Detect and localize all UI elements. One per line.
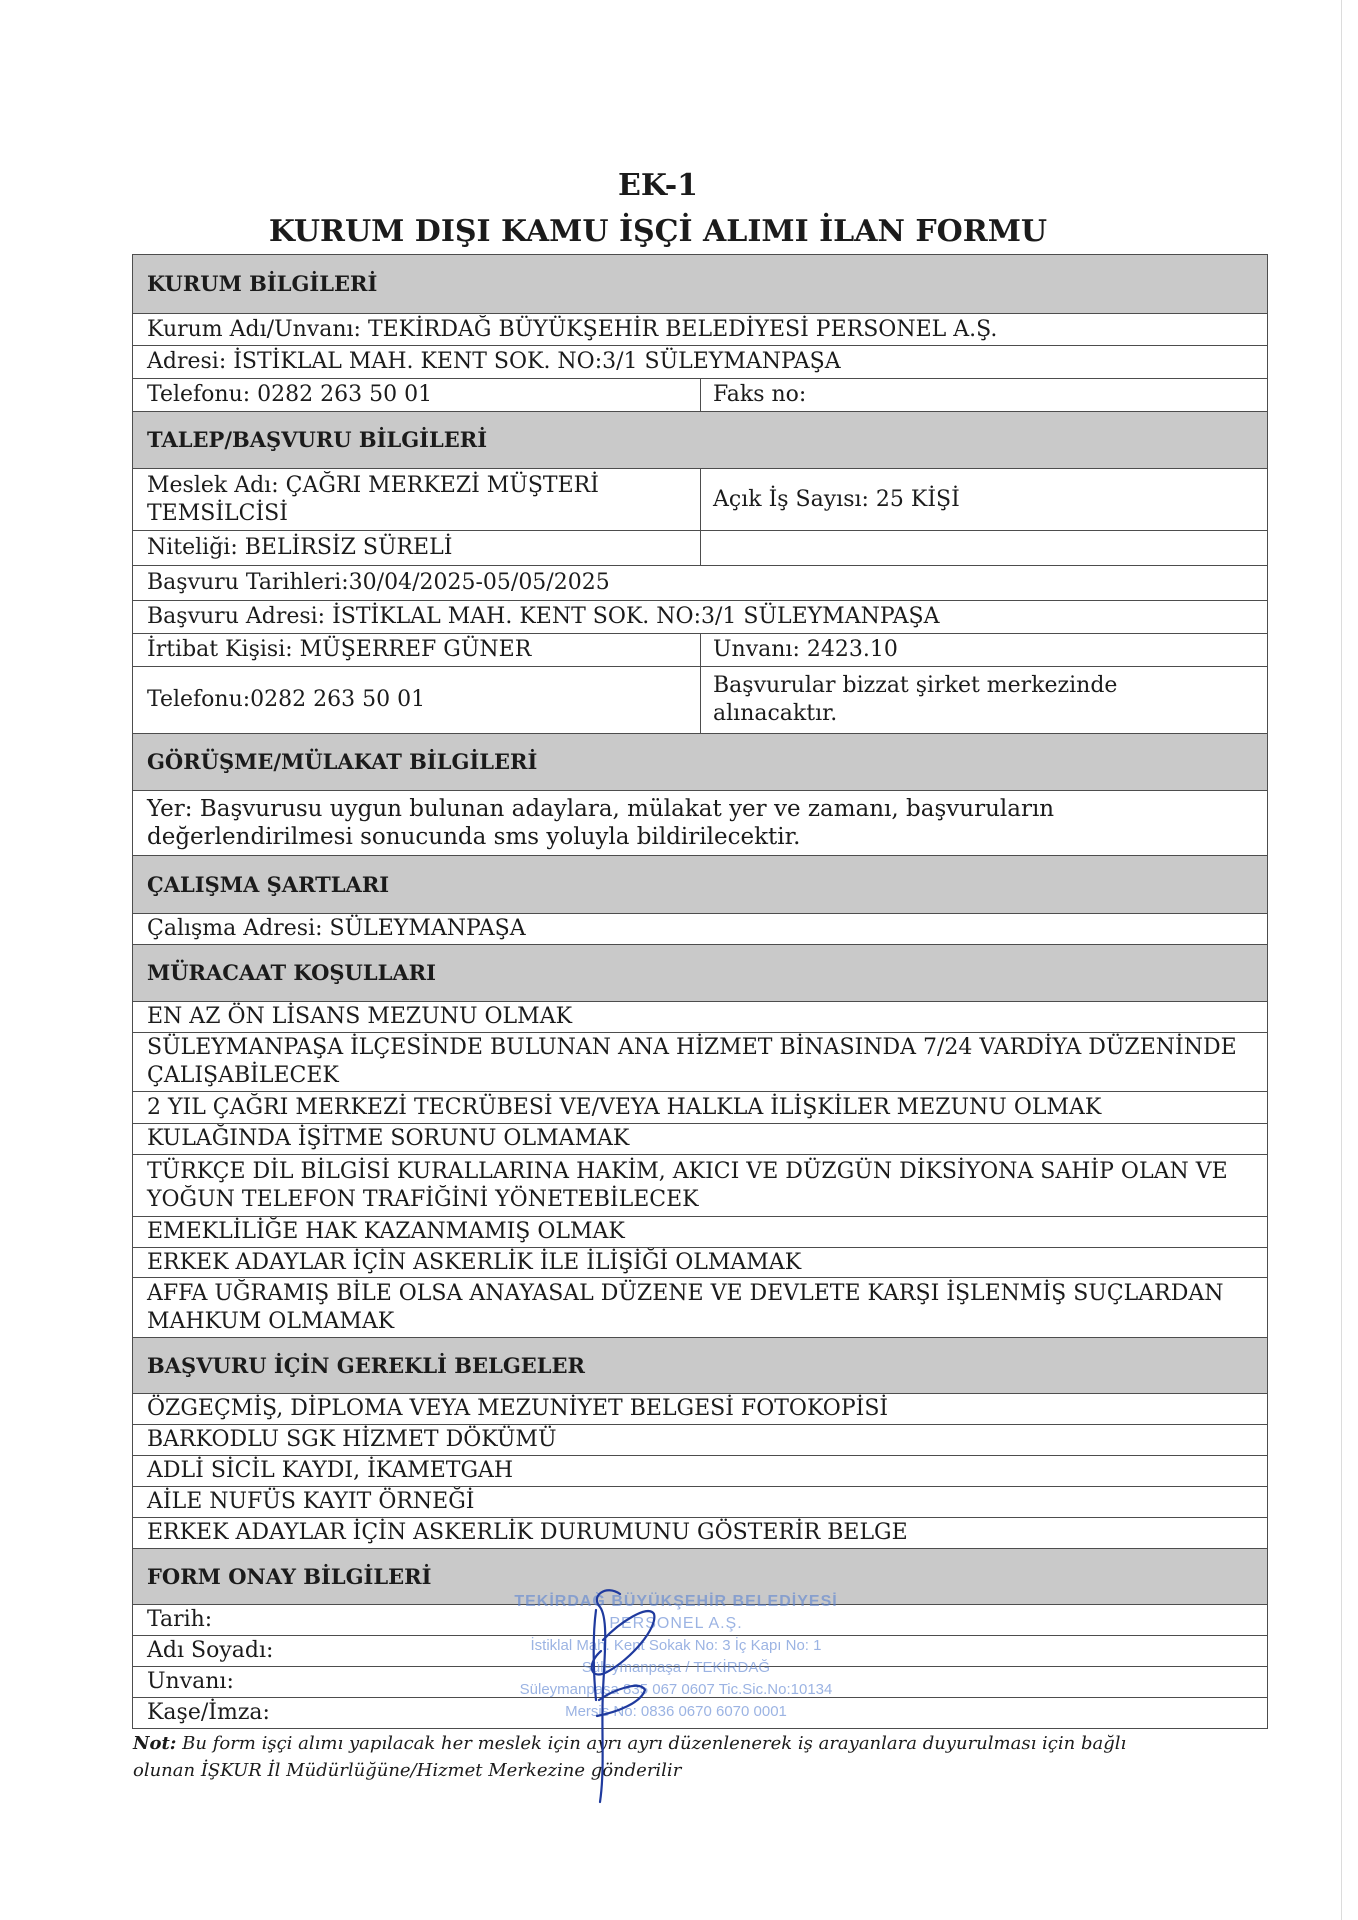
footnote-label: Not: — [133, 1733, 177, 1754]
document-row — [133, 1394, 1267, 1425]
requirement-item: AFFA UĞRAMIŞ BİLE OLSA ANAYASAL DÜZENE VE DEVLETE KARŞI İŞLENMİŞ SUÇLARDAN MAHKUM OLMAMAK — [147, 1280, 1224, 1334]
application-note-cell — [701, 667, 1267, 733]
section-header-documents — [133, 1338, 1267, 1394]
stamp-line: Mersis No: 0836 0670 6070 0001 — [565, 1703, 787, 1720]
section-header-interview — [133, 734, 1267, 791]
stamp-line: Süleymanpaşa / TEKİRDAĞ — [581, 1659, 771, 1676]
nature-row — [133, 531, 1267, 566]
document-row — [133, 1518, 1267, 1549]
section-title: FORM ONAY BİLGİLERİ — [147, 1563, 432, 1589]
section-header-working-conditions — [133, 856, 1267, 914]
open-positions-cell: Açık İş Sayısı: 25 KİŞİ — [713, 486, 960, 512]
contact-phone-cell: Telefonu:0282 263 50 01 — [133, 667, 701, 733]
requirement-row — [133, 1217, 1267, 1248]
requirement-row — [133, 1155, 1267, 1217]
section-header-institution — [133, 255, 1267, 314]
scan-edge-line — [1341, 0, 1342, 1920]
stamp-line: Süleymanpaşa 835 067 0607 Tic.Sic.No:10134 — [519, 1681, 833, 1698]
occupation-row — [133, 469, 1267, 531]
contact-phone-row — [133, 667, 1267, 734]
requirement-item: EMEKLİLİĞE HAK KAZANMAMIŞ OLMAK — [147, 1219, 625, 1244]
institution-name-cell: Kurum Adı/Unvanı: TEKİRDAĞ BÜYÜKŞEHİR BELEDİYESİ PERSONEL A.Ş. — [147, 316, 998, 342]
requirement-row — [133, 1092, 1267, 1124]
stamp-line: PERSONEL A.Ş. — [609, 1615, 743, 1632]
section-header-approval — [133, 1549, 1267, 1605]
contact-title-cell: Unvanı: 2423.10 — [713, 637, 898, 662]
requirement-item: KULAĞINDA İŞİTME SORUNU OLMAMAK — [147, 1126, 630, 1151]
institution-address-cell: Adresi: İSTİKLAL MAH. KENT SOK. NO:3/1 SÜLEYMANPAŞA — [147, 349, 841, 374]
requirement-item: EN AZ ÖN LİSANS MEZUNU OLMAK — [147, 1004, 573, 1029]
work-address-cell: Çalışma Adresi: SÜLEYMANPAŞA — [147, 916, 526, 941]
interview-place-cell: Yer: Başvurusu uygun bulunan adaylara, mülakat yer ve zamanı, başvuruların değerlendirilmesi sonucunda sms yoluyla bildirilecektir. — [147, 796, 1055, 850]
institution-name-row — [133, 314, 1267, 346]
section-header-application — [133, 412, 1267, 469]
approval-seal-signature-field: Kaşe/İmza: — [147, 1700, 270, 1725]
contact-row — [133, 634, 1267, 667]
stamp-line: İstiklal Mah. Kent Sokak No: 3 İç Kapı No: 1 — [530, 1637, 822, 1654]
approval-name-field: Adı Soyadı: — [147, 1638, 274, 1663]
footnote-text: Bu form işçi alımı yapılacak her meslek için ayrı ayrı düzenlenerek iş arayanlara duyurulması için bağlı olunan İŞKUR İl Müdürlüğüne/Hizmet Merkezine gönderilir — [133, 1733, 1127, 1781]
approval-row — [133, 1605, 1267, 1636]
requirement-row — [133, 1278, 1267, 1338]
section-title: KURUM BİLGİLERİ — [147, 271, 378, 296]
section-title: ÇALIŞMA ŞARTLARI — [147, 871, 390, 897]
announcement-form-table — [132, 254, 1268, 1729]
requirement-row — [133, 1033, 1267, 1092]
contact-person-cell: İrtibat Kişisi: MÜŞERREF GÜNER — [133, 634, 701, 666]
document-item: BARKODLU SGK HİZMET DÖKÜMÜ — [147, 1427, 557, 1452]
document-row — [133, 1425, 1267, 1456]
approval-title-field: Unvanı: — [147, 1669, 234, 1694]
document-item: ADLİ SİCİL KAYDI, İKAMETGAH — [147, 1458, 514, 1483]
document-row — [133, 1456, 1267, 1487]
document-item: AİLE NUFÜS KAYIT ÖRNEĞİ — [147, 1489, 475, 1514]
empty-cell — [701, 531, 1267, 565]
section-title: GÖRÜŞME/MÜLAKAT BİLGİLERİ — [147, 749, 538, 774]
application-address-row — [133, 601, 1267, 634]
nature-cell: Niteliği: BELİRSİZ SÜRELİ — [133, 531, 701, 565]
stamp-line: TEKİRDAĞ BÜYÜKŞEHİR BELEDİYESİ — [514, 1593, 838, 1610]
requirement-item: SÜLEYMANPAŞA İLÇESİNDE BULUNAN ANA HİZMET BİNASINDA 7/24 VARDİYA DÜZENİNDE ÇALIŞABİLECEK — [147, 1035, 1237, 1088]
document-item: ERKEK ADAYLAR İÇİN ASKERLİK DURUMUNU GÖSTERİR BELGE — [147, 1520, 908, 1545]
section-header-requirements — [133, 945, 1267, 1002]
approval-row — [133, 1667, 1267, 1698]
annex-label: EK-1 — [617, 168, 699, 203]
requirement-row — [133, 1248, 1267, 1278]
institution-address-row — [133, 346, 1267, 379]
section-title: TALEP/BAŞVURU BİLGİLERİ — [147, 427, 488, 452]
interview-place-row — [133, 791, 1267, 856]
requirement-row — [133, 1124, 1267, 1155]
application-note-text: Başvurular bizzat şirket merkezinde alınacaktır. — [713, 673, 1118, 726]
approval-row — [133, 1636, 1267, 1667]
requirement-item: TÜRKÇE DİL BİLGİSİ KURALLARINA HAKİM, AKICI VE DÜZGÜN DİKSİYONA SAHİP OLAN VE YOĞUN TELEFON TRAFİĞİNİ YÖNETEBİLECEK — [147, 1158, 1228, 1212]
approval-row — [133, 1698, 1267, 1729]
institution-phone-cell: Telefonu: 0282 263 50 01 — [133, 379, 701, 411]
section-title: MÜRACAAT KOŞULLARI — [147, 960, 436, 985]
footnote — [133, 1730, 1193, 1784]
application-dates-cell: Başvuru Tarihleri:30/04/2025-05/05/2025 — [147, 570, 610, 595]
requirement-row — [133, 1002, 1267, 1033]
work-address-row — [133, 914, 1267, 945]
application-address-cell: Başvuru Adresi: İSTİKLAL MAH. KENT SOK. NO:3/1 SÜLEYMANPAŞA — [147, 604, 940, 629]
application-dates-row — [133, 566, 1267, 601]
section-title: BAŞVURU İÇİN GEREKLİ BELGELER — [147, 1352, 585, 1378]
document-row — [133, 1487, 1267, 1518]
institution-phone-row — [133, 379, 1267, 412]
approval-date-field: Tarih: — [147, 1607, 213, 1632]
form-title: KURUM DIŞI KAMU İŞÇİ ALIMI İLAN FORMU — [268, 214, 1048, 249]
requirement-item: 2 YIL ÇAĞRI MERKEZİ TECRÜBESİ VE/VEYA HALKLA İLİŞKİLER MEZUNU OLMAK — [147, 1094, 1102, 1120]
requirement-item: ERKEK ADAYLAR İÇİN ASKERLİK İLE İLİŞİĞİ OLMAMAK — [147, 1249, 802, 1275]
document-item: ÖZGEÇMİŞ, DİPLOMA VEYA MEZUNİYET BELGESİ FOTOKOPİSİ — [147, 1396, 889, 1421]
occupation-cell: Meslek Adı: ÇAĞRI MERKEZİ MÜŞTERİ TEMSİLCİSİ — [133, 469, 701, 530]
institution-fax-cell: Faks no: — [713, 382, 807, 407]
